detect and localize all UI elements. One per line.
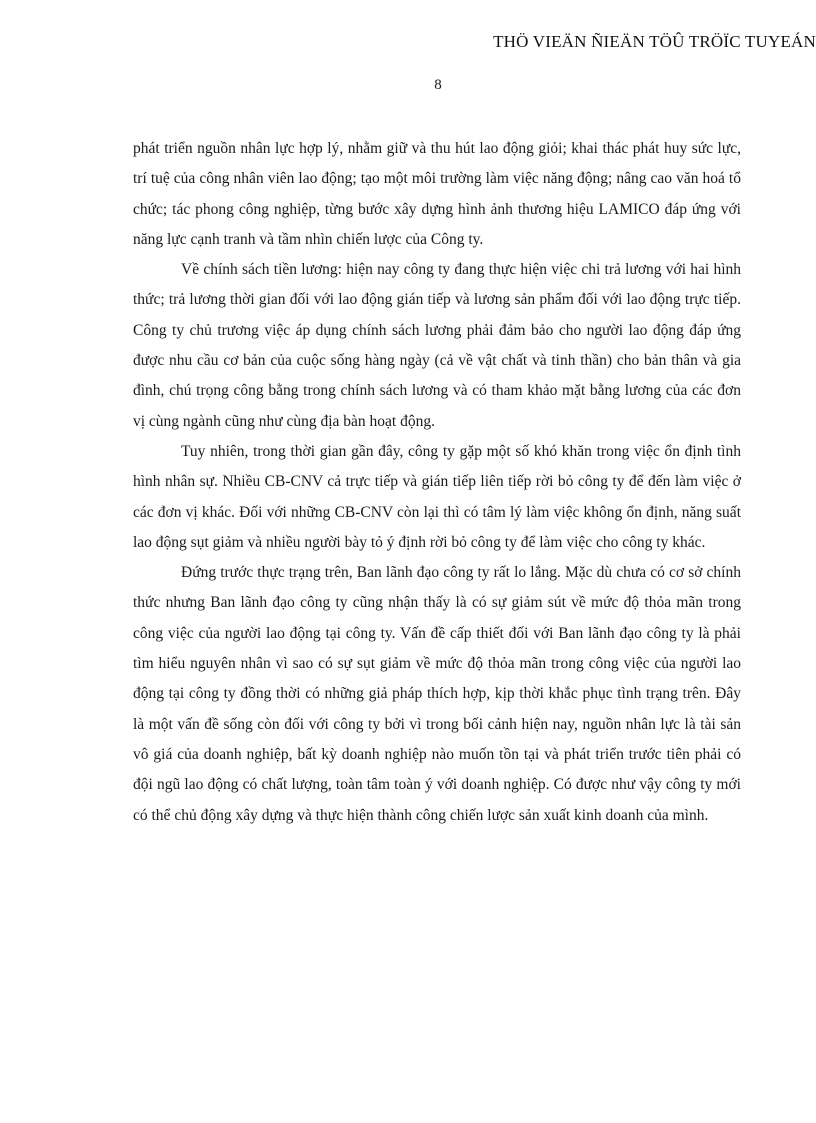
document-body bbox=[133, 134, 741, 831]
paragraph-continuation: phát triển nguồn nhân lực hợp lý, nhằm giữ và thu hút lao động giỏi; khai thác phát huy sức lực, trí tuệ của công nhân viên lao động; tạo một môi trường làm việc năng động; nâng cao văn hoá tổ chức; tác phong công nghiệp, từng bước xây dựng hình ảnh thương hiệu LAMICO đáp ứng với năng lực cạnh tranh và tầm nhìn chiến lược của Công ty. bbox=[133, 140, 741, 248]
paragraph-management-concern: Đứng trước thực trạng trên, Ban lãnh đạo công ty rất lo lắng. Mặc dù chưa có cơ sở chính thức nhưng Ban lãnh đạo công ty cũng nhận thấy là có sự giảm sút về mức độ thỏa mãn trong công việc của người lao động tại công ty. Vấn đề cấp thiết đối với Ban lãnh đạo công ty là phải tìm hiểu nguyên nhân vì sao có sự sụt giảm về mức độ thỏa mãn trong công việc của người lao động tại công ty đồng thời có những giả pháp thích hợp, kịp thời khắc phục tình trạng trên. Đây là một vấn đề sống còn đối với công ty bởi vì trong bối cảnh hiện nay, nguồn nhân lực là tài sản vô giá của doanh nghiệp, bất kỳ doanh nghiệp nào muốn tồn tại và phát triển trước tiên phải có đội ngũ lao động có chất lượng, toàn tâm toàn ý với doanh nghiệp. Có được như vậy công ty mới có thể chủ động xây dựng và thực hiện thành công chiến lược sản xuất kinh doanh của mình. bbox=[133, 564, 741, 824]
page-number: 8 bbox=[434, 77, 442, 93]
running-header: THÖ VIEÄN ÑIEÄN TÖÛ TRÖÏC TUYEÁN bbox=[493, 32, 816, 51]
paragraph-salary-policy: Về chính sách tiền lương: hiện nay công ty đang thực hiện việc chi trả lương với hai hình thức; trả lương thời gian đối với lao động gián tiếp và lương sản phẩm đối với lao động trực tiếp. Công ty chủ trương việc áp dụng chính sách lương phải đảm bảo cho người lao động đáp ứng được nhu cầu cơ bản của cuộc sống hàng ngày (cả về vật chất và tinh thần) cho bản thân và gia đình, chú trọng công bằng trong chính sách lương và có tham khảo mặt bằng lương của các đơn vị cùng ngành cũng như cùng địa bàn hoạt động. bbox=[133, 261, 741, 430]
paragraph-staffing-difficulties: Tuy nhiên, trong thời gian gần đây, công ty gặp một số khó khăn trong việc ổn định tình hình nhân sự. Nhiều CB-CNV cả trực tiếp và gián tiếp liên tiếp rời bỏ công ty để đến làm việc ở các đơn vị khác. Đối với những CB-CNV còn lại thì có tâm lý làm việc không ổn định, năng suất lao động sụt giảm và nhiều người bày tỏ ý định rời bỏ công ty để làm việc cho công ty khác. bbox=[133, 442, 741, 551]
